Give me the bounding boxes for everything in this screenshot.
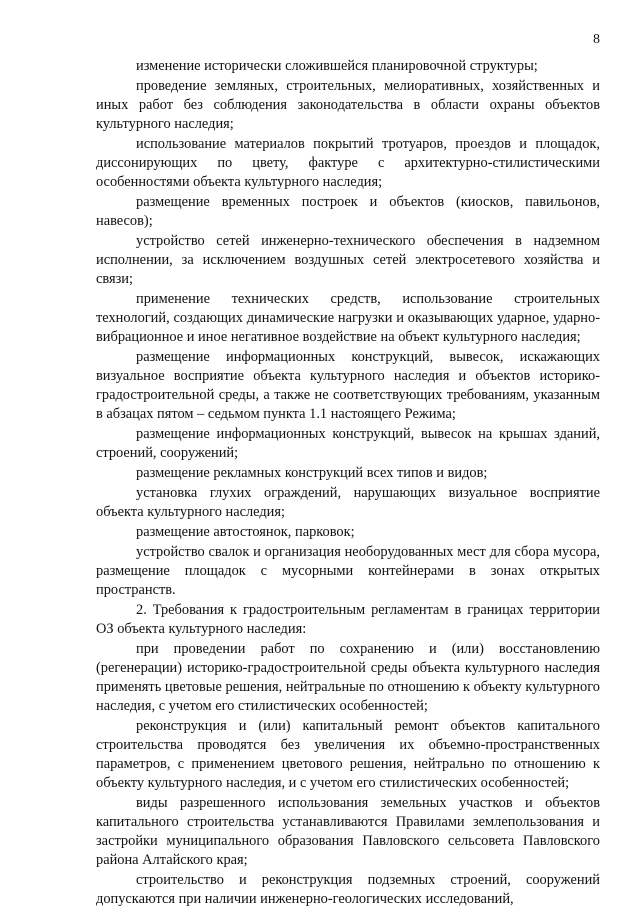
paragraph: размещение автостоянок, парковок;: [136, 524, 355, 540]
page-number: 8: [593, 32, 600, 47]
paragraph: при проведении работ по сохранению и (или) восстановлению (регенерации) историко-градостроительной среды объекта культурного наследия применять цветовые решения, нейтральные по отношению к объекту культурного наследия, с учетом его стилистических особенностей;: [96, 641, 600, 714]
paragraph: виды разрешенного использования земельных участков и объектов капитального строительства устанавливаются Правилами землепользования и застройки муниципального образования Павловского сельсовета Павловского района Алтайского края;: [96, 795, 600, 868]
paragraph: размещение рекламных конструкций всех типов и видов;: [136, 465, 488, 481]
paragraph: строительство и реконструкция подземных строений, сооружений допускаются при наличии инженерно-геологических исследований,: [96, 872, 600, 907]
section-heading-paragraph: 2. Требования к градостроительным регламентам в границах территории ОЗ объекта культурного наследия:: [96, 602, 600, 637]
paragraph: применение технических средств, использование строительных технологий, создающих динамические нагрузки и оказывающих ударное, ударно-вибрационное и иное негативное воздействие на объект культурного наследия;: [96, 291, 600, 345]
paragraph: размещение информационных конструкций, вывесок на крышах зданий, строений, сооружений;: [96, 426, 600, 461]
paragraph: изменение исторически сложившейся планировочной структуры;: [136, 58, 538, 74]
paragraph: использование материалов покрытий тротуаров, проездов и площадок, диссонирующих по цвету, фактуре с архитектурно-стилистическими особенностями объекта культурного наследия;: [96, 136, 600, 190]
paragraph: реконструкция и (или) капитальный ремонт объектов капитального строительства проводятся без увеличения их объемно-пространственных параметров, с применением цветового решения, нейтрально по отношению к объекту культурного наследия, и с учетом его стилистических особенностей;: [96, 718, 600, 791]
paragraph: размещение временных построек и объектов (киосков, павильонов, навесов);: [96, 194, 600, 229]
paragraph: проведение земляных, строительных, мелиоративных, хозяйственных и иных работ без соблюдения законодательства в области охраны объектов культурного наследия;: [96, 78, 600, 132]
document-body: [96, 57, 600, 910]
paragraph: устройство свалок и организация необорудованных мест для сбора мусора, размещение площадок с мусорными контейнерами в зонах открытых пространств.: [96, 544, 600, 598]
paragraph: установка глухих ограждений, нарушающих визуальное восприятие объекта культурного наследия;: [96, 485, 600, 520]
paragraph: размещение информационных конструкций, вывесок, искажающих визуальное восприятие объекта культурного наследия и объектов историко-градостроительной среды, а также не соответствующих требованиям, указанным в абзацах пятом – седьмом пункта 1.1 настоящего Режима;: [96, 349, 600, 422]
paragraph: устройство сетей инженерно-технического обеспечения в надземном исполнении, за исключением воздушных сетей электросетевого хозяйства и связи;: [96, 233, 600, 287]
